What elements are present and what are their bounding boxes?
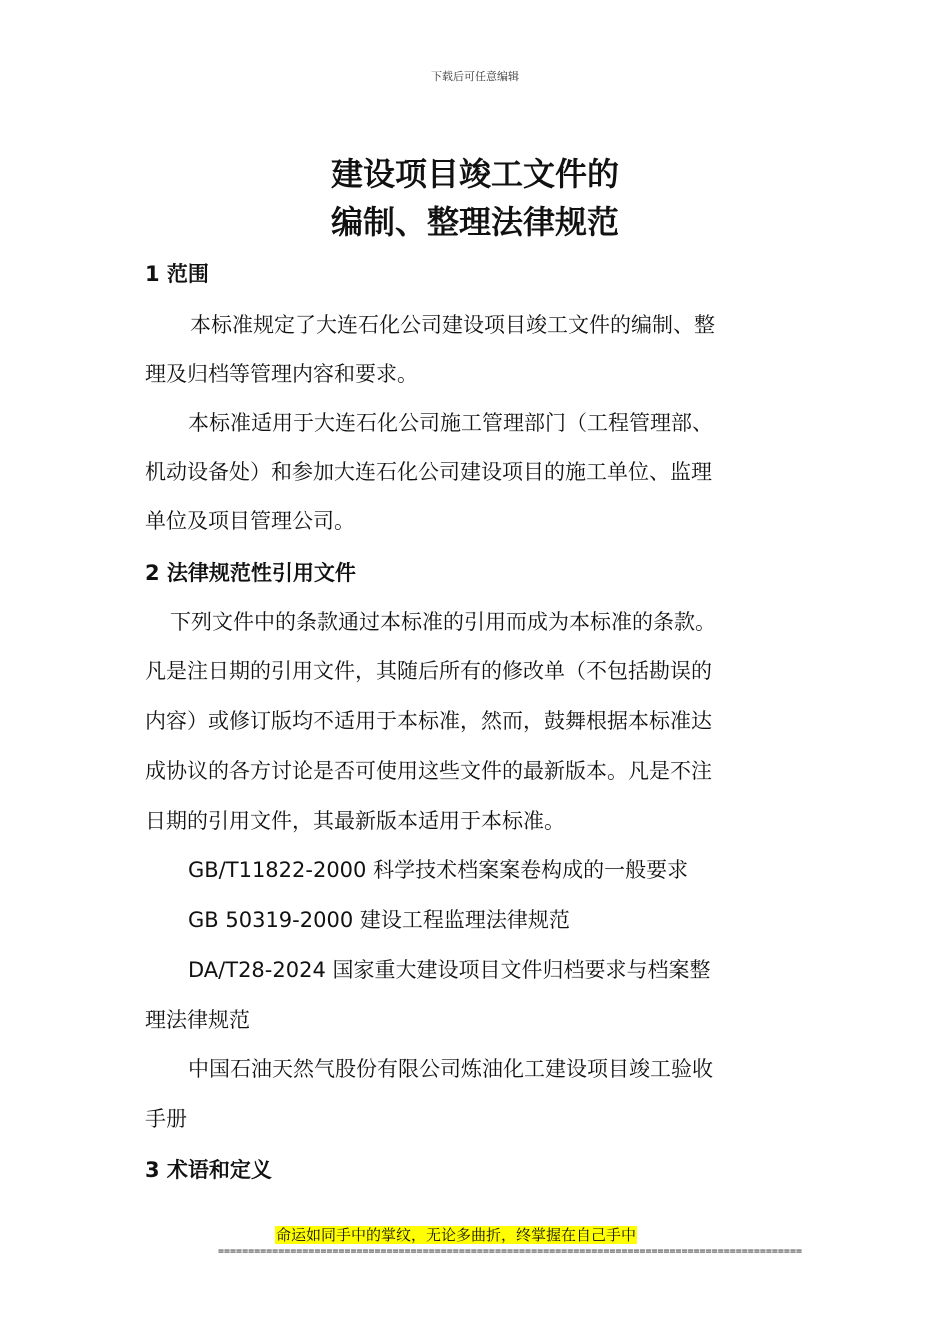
- footer-motto: 命运如同手中的掌纹，无论多曲折，终掌握在自己手中: [276, 1226, 637, 1244]
- reference-item-3-line-2: 理法律规范: [145, 1008, 250, 1032]
- reference-item-4-line-1: 中国石油天然气股份有限公司炼油化工建设项目竣工验收: [188, 1057, 713, 1081]
- reference-item-2: GB 50319-2000 建设工程监理法律规范: [188, 908, 570, 932]
- section-1-paragraph-1-line-1: 本标准规定了大连石化公司建设项目竣工文件的编制、整: [190, 313, 715, 337]
- section-1-heading: 1 范围: [145, 262, 209, 286]
- reference-item-3-line-1: DA/T28-2024 国家重大建设项目文件归档要求与档案整: [188, 958, 711, 982]
- reference-item-1: GB/T11822-2000 科学技术档案案卷构成的一般要求: [188, 858, 689, 882]
- section-2-paragraph-line-1: 下列文件中的条款通过本标准的引用而成为本标准的条款。: [170, 610, 716, 634]
- section-2-heading: 2 法律规范性引用文件: [145, 561, 356, 585]
- section-1-paragraph-1-line-2: 理及归档等管理内容和要求。: [145, 362, 418, 386]
- section-2-paragraph-line-5: 日期的引用文件，其最新版本适用于本标准。: [145, 809, 565, 833]
- document-title-line-2: 编制、整理法律规范: [330, 203, 619, 241]
- header-note: 下载后可任意编辑: [431, 70, 519, 83]
- section-2-paragraph-line-2: 凡是注日期的引用文件，其随后所有的修改单（不包括勘误的: [145, 659, 712, 683]
- document-title-line-1: 建设项目竣工文件的: [330, 155, 619, 193]
- section-3-heading: 3 术语和定义: [145, 1158, 272, 1182]
- section-1-paragraph-2-line-1: 本标准适用于大连石化公司施工管理部门（工程管理部、: [188, 411, 713, 435]
- section-1-paragraph-2-line-3: 单位及项目管理公司。: [145, 509, 355, 533]
- section-1-paragraph-2-line-2: 机动设备处）和参加大连石化公司建设项目的施工单位、监理: [145, 460, 712, 484]
- section-2-paragraph-line-3: 内容）或修订版均不适用于本标准，然而，鼓舞根据本标准达: [145, 709, 712, 733]
- reference-item-4-line-2: 手册: [145, 1107, 187, 1131]
- section-2-paragraph-line-4: 成协议的各方讨论是否可使用这些文件的最新版本。凡是不注: [145, 759, 712, 783]
- footer-divider: =================================================================================================: [218, 1246, 802, 1257]
